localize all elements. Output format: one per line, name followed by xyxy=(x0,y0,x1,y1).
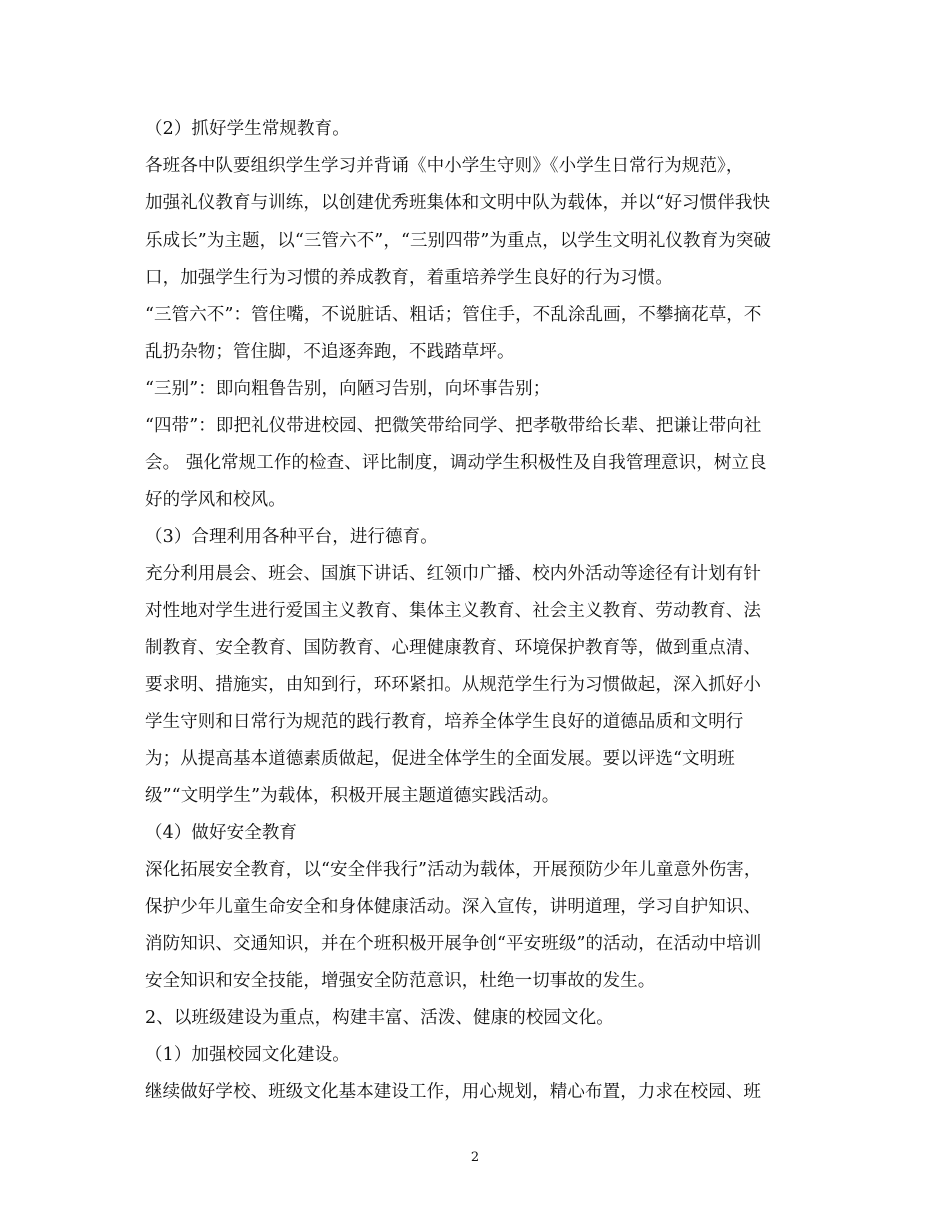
paragraph-line: 乱扔杂物；管住脚，不追逐奔跑，不践踏草坪。 xyxy=(145,342,515,362)
paragraph-line: 好的学风和校风。 xyxy=(145,490,286,510)
paragraph-line: 学生守则和日常行为规范的践行教育，培养全体学生良好的道德品质和文明行 xyxy=(145,712,744,732)
paragraph-line: 级”“文明学生”为载体，积极开展主题道德实践活动。 xyxy=(145,786,560,806)
paragraph-line: 乐成长”为主题，以“三管六不”，“三别四带”为重点，以学生文明礼仪教育为突破 xyxy=(145,231,772,251)
paragraph-line: “三别”：即向粗鲁告别，向陋习告别，向坏事告别； xyxy=(145,379,551,399)
paragraph-line: 为；从提高基本道德素质做起，促进全体学生的全面发展。要以评选“文明班 xyxy=(145,749,735,769)
paragraph-line: 保护少年儿童生命安全和身体健康活动。深入宣传，讲明道理，学习自护知识、 xyxy=(145,897,761,917)
paragraph-line: “三管六不”：管住嘴，不说脏话、粗话；管住手，不乱涂乱画，不攀摘花草，不 xyxy=(145,305,762,325)
paragraph-line: 要求明、措施实，由知到行，环环紧扣。从规范学生行为习惯做起，深入抓好小 xyxy=(145,675,761,695)
subheading-campus-culture-building: （1）加强校园文化建设。 xyxy=(145,1045,350,1065)
paragraph-line: 加强礼仪教育与训练，以创建优秀班集体和文明中队为载体，并以“好习惯伴我快 xyxy=(145,193,771,213)
subheading-moral-platforms: （3）合理利用各种平台，进行德育。 xyxy=(145,527,438,547)
paragraph-line: 安全知识和安全技能，增强安全防范意识，杜绝一切事故的发生。 xyxy=(145,971,656,991)
paragraph-line: 消防知识、交通知识，并在个班积极开展争创“平安班级”的活动，在活动中培训 xyxy=(145,934,762,954)
paragraph-line: 会。 强化常规工作的检查、评比制度，调动学生积极性及自我管理意识，树立良 xyxy=(145,453,767,473)
paragraph-line: 口，加强学生行为习惯的养成教育，着重培养学生良好的行为习惯。 xyxy=(145,268,673,288)
paragraph-line: 充分利用晨会、班会、国旗下讲话、红领巾广播、校内外活动等途径有计划有针 xyxy=(145,564,761,584)
paragraph-line: “四带”：即把礼仪带进校园、把微笑带给同学、把孝敬带给长辈、把谦让带向社 xyxy=(145,416,762,436)
subheading-routine-education: （2）抓好学生常规教育。 xyxy=(145,119,350,139)
paragraph-line: 制教育、安全教育、国防教育、心理健康教育、环境保护教育等，做到重点清、 xyxy=(145,638,761,658)
page-number: 2 xyxy=(470,1150,480,1165)
section-heading-campus-culture: 2、以班级建设为重点，构建丰富、活泼、健康的校园文化。 xyxy=(145,1008,614,1028)
subheading-safety-education: （4）做好安全教育 xyxy=(145,823,298,843)
paragraph-line: 对性地对学生进行爱国主义教育、集体主义教育、社会主义教育、劳动教育、法 xyxy=(145,601,761,621)
paragraph-line: 深化拓展安全教育，以“安全伴我行”活动为载体，开展预防少年儿童意外伤害， xyxy=(145,860,762,880)
paragraph-line: 各班各中队要组织学生学习并背诵《中小学生守则》《小学生日常行为规范》， xyxy=(145,156,744,176)
paragraph-line: 继续做好学校、班级文化基本建设工作，用心规划，精心布置，力求在校园、班 xyxy=(145,1082,761,1102)
